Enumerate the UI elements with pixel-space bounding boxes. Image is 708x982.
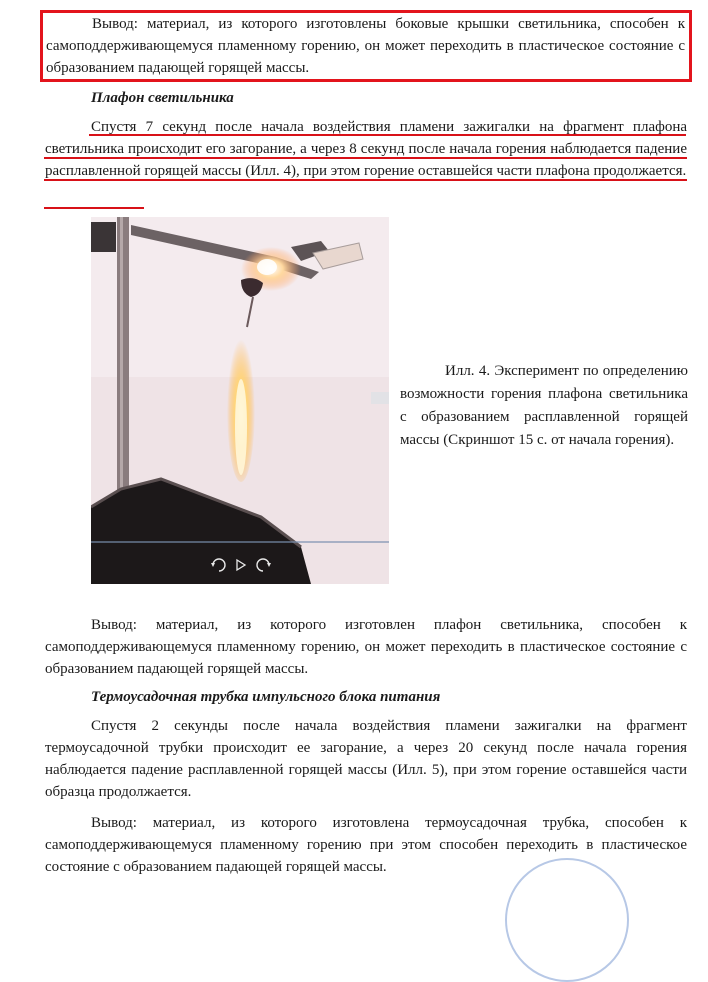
paragraph-heat-shrink-tube: Спустя 2 секунды после начала воздействия пламени зажигалки на фрагмент термоусадочной трубки происходит ее загорание, а через 20 секунд после начала горения наблюдается падение расплавленной горящей массы (Илл. 5), при этом горение оставшейся части образца продолжается. (45, 718, 687, 800)
underline-4 (44, 207, 144, 209)
heading-heat-shrink-tube: Термоусадочная трубка импульсного блока питания (91, 689, 441, 705)
paragraph-lamp-shade: Спустя 7 секунд после начала воздействия пламени зажигалки на фрагмент плафона светильника происходит его загорание, а через 8 секунд после начала горения наблюдается падение расплавленной горящей массы (Илл. 4), при этом горение оставшейся части плафона продолжается. (45, 119, 687, 179)
experiment-photo (91, 217, 389, 584)
figure-caption: Илл. 4. Эксперимент по определению возможности горения плафона светильника с образованием расплавленной горящей массы (Скриншот 15 с. от начала горения). (400, 363, 688, 448)
underline-3 (44, 179, 687, 181)
underline-2 (44, 157, 687, 159)
conclusion-side-covers: Вывод: материал, из которого изготовлены боковые крышки светильника, способен к самоподдерживающемуся пламенному горению, он может переходить в пластическое состояние с образованием падающей горящей массы. (40, 10, 692, 82)
conclusion-lamp-shade: Вывод: материал, из которого изготовлен плафон светильника, способен к самоподдерживающемуся пламенному горению, он может переходить в пластическое состояние с образованием падающей горящей массы. (45, 617, 687, 677)
conclusion-heat-shrink-tube: Вывод: материал, из которого изготовлена термоусадочная трубка, способен к самоподдерживающемуся пламенному горению при этом способен переходить в пластическое состояние с образованием падающей горящей массы. (45, 815, 687, 875)
experiment-photo-drawing (91, 217, 389, 584)
heading-lamp-shade: Плафон светильника (91, 90, 234, 106)
stamp-mark (505, 858, 629, 982)
underline-1 (89, 134, 686, 136)
